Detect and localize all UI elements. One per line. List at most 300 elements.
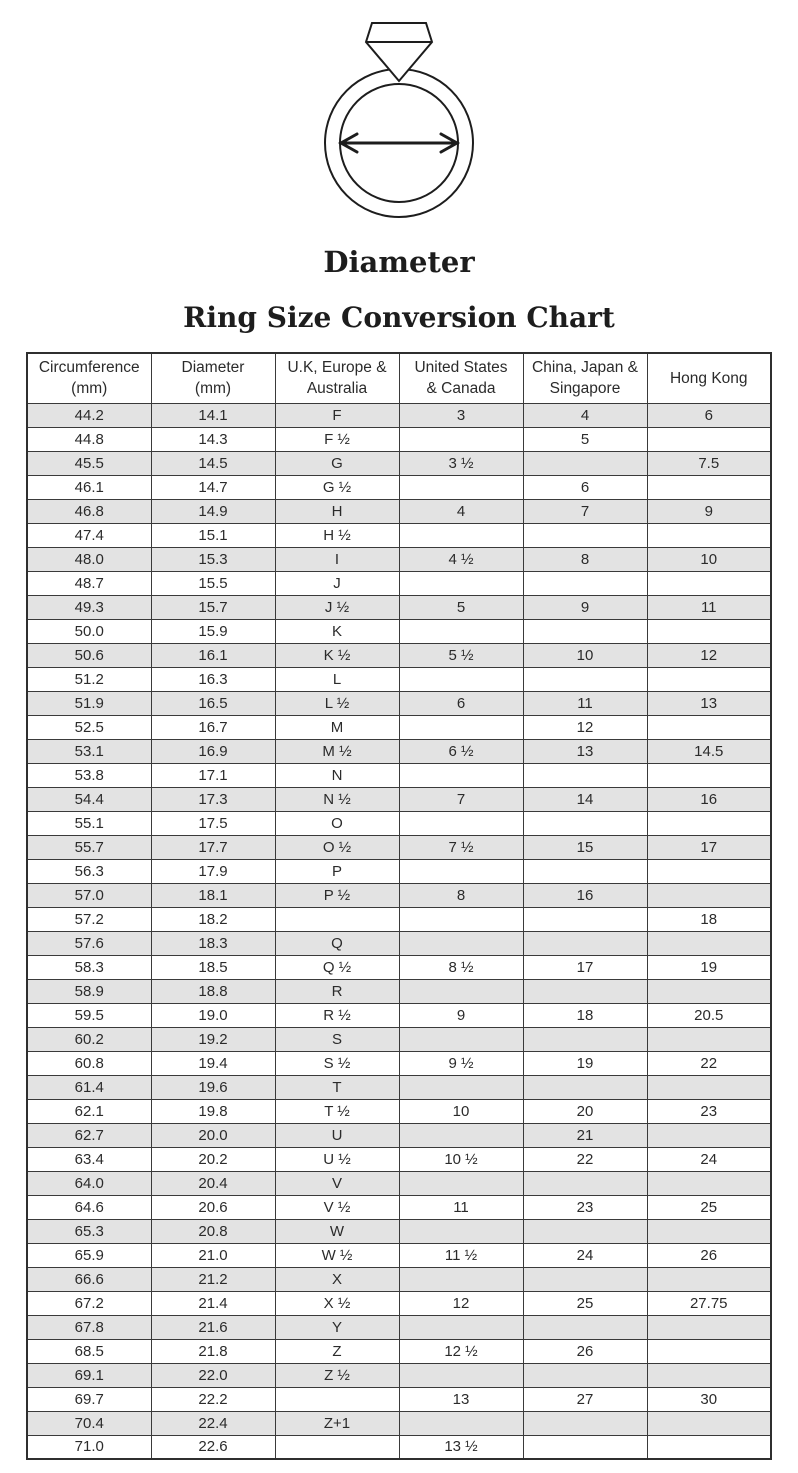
table-cell <box>647 571 771 595</box>
table-row <box>27 1387 771 1411</box>
table-row <box>27 499 771 523</box>
table-cell: 13 <box>647 691 771 715</box>
table-cell <box>275 907 399 931</box>
table-cell <box>523 1435 647 1459</box>
table-cell: J ½ <box>275 595 399 619</box>
table-row <box>27 1435 771 1459</box>
table-cell: 69.7 <box>27 1387 151 1411</box>
table-cell: R <box>275 979 399 1003</box>
table-cell: 15.9 <box>151 619 275 643</box>
table-cell: 64.0 <box>27 1171 151 1195</box>
table-cell: 51.2 <box>27 667 151 691</box>
table-row <box>27 427 771 451</box>
table-cell: 18.2 <box>151 907 275 931</box>
table-row <box>27 1315 771 1339</box>
table-cell <box>647 427 771 451</box>
table-row <box>27 1099 771 1123</box>
column-header-line2: & Canada <box>426 380 496 398</box>
table-cell: 16.1 <box>151 643 275 667</box>
table-cell: 19.8 <box>151 1099 275 1123</box>
table-row <box>27 1171 771 1195</box>
table-cell: 60.8 <box>27 1051 151 1075</box>
table-row <box>27 739 771 763</box>
table-row <box>27 547 771 571</box>
table-row <box>27 1075 771 1099</box>
table-cell <box>523 1411 647 1435</box>
table-cell: 57.0 <box>27 883 151 907</box>
table-cell: G ½ <box>275 475 399 499</box>
table-cell <box>647 1171 771 1195</box>
table-cell: O <box>275 811 399 835</box>
table-cell: 62.7 <box>27 1123 151 1147</box>
table-cell <box>647 1363 771 1387</box>
table-row <box>27 931 771 955</box>
table-cell: 11 ½ <box>399 1243 523 1267</box>
header-row <box>27 353 771 403</box>
table-cell <box>275 1387 399 1411</box>
table-cell: 12 <box>523 715 647 739</box>
table-cell: 3 <box>399 403 523 427</box>
table-cell <box>647 1267 771 1291</box>
table-cell <box>647 979 771 1003</box>
table-row <box>27 595 771 619</box>
table-cell: 71.0 <box>27 1435 151 1459</box>
table-cell: 17.3 <box>151 787 275 811</box>
table-cell: 12 <box>647 643 771 667</box>
table-cell <box>523 1315 647 1339</box>
table-cell <box>523 907 647 931</box>
table-cell: 5 ½ <box>399 643 523 667</box>
table-cell: 22.0 <box>151 1363 275 1387</box>
table-cell: 4 ½ <box>399 547 523 571</box>
table-cell: 14.5 <box>151 451 275 475</box>
column-header <box>151 353 275 403</box>
column-header <box>647 353 771 403</box>
table-cell: 10 <box>523 643 647 667</box>
table-cell: 4 <box>523 403 647 427</box>
table-cell: F <box>275 403 399 427</box>
table-row <box>27 403 771 427</box>
table-cell: 4 <box>399 499 523 523</box>
table-cell: 10 <box>399 1099 523 1123</box>
table-cell: O ½ <box>275 835 399 859</box>
ring-size-conversion-table <box>26 352 772 1460</box>
table-cell: 26 <box>523 1339 647 1363</box>
table-cell <box>647 763 771 787</box>
table-cell <box>647 475 771 499</box>
table-cell: Y <box>275 1315 399 1339</box>
table-cell: 11 <box>647 595 771 619</box>
table-cell <box>399 1219 523 1243</box>
table-cell <box>399 811 523 835</box>
table-cell: 54.4 <box>27 787 151 811</box>
table-cell <box>399 907 523 931</box>
table-cell: 20.5 <box>647 1003 771 1027</box>
table-cell: H <box>275 499 399 523</box>
table-cell: 20 <box>523 1099 647 1123</box>
table-cell: 59.5 <box>27 1003 151 1027</box>
table-cell: 18.5 <box>151 955 275 979</box>
table-row <box>27 1219 771 1243</box>
table-cell: 8 <box>399 883 523 907</box>
table-cell <box>647 715 771 739</box>
table-cell <box>523 1363 647 1387</box>
table-row <box>27 979 771 1003</box>
table-cell: 49.3 <box>27 595 151 619</box>
table-cell <box>647 1075 771 1099</box>
table-cell <box>647 1339 771 1363</box>
table-cell: 20.2 <box>151 1147 275 1171</box>
table-cell <box>399 667 523 691</box>
table-row <box>27 955 771 979</box>
table-cell: M ½ <box>275 739 399 763</box>
table-cell: 19.6 <box>151 1075 275 1099</box>
column-header <box>399 353 523 403</box>
table-cell: 55.7 <box>27 835 151 859</box>
table-cell: 57.2 <box>27 907 151 931</box>
table-cell: 21.8 <box>151 1339 275 1363</box>
table-cell: 46.1 <box>27 475 151 499</box>
table-cell <box>399 859 523 883</box>
table-row <box>27 1243 771 1267</box>
table-row <box>27 811 771 835</box>
table-cell: 14.9 <box>151 499 275 523</box>
table-row <box>27 1003 771 1027</box>
column-header-line1: Diameter <box>181 359 245 377</box>
table-row <box>27 715 771 739</box>
table-cell: 13 ½ <box>399 1435 523 1459</box>
table-cell: 15.5 <box>151 571 275 595</box>
table-cell: 27.75 <box>647 1291 771 1315</box>
table-cell: 67.2 <box>27 1291 151 1315</box>
table-cell: 7 <box>399 787 523 811</box>
table-cell: 15.1 <box>151 523 275 547</box>
table-cell <box>399 1411 523 1435</box>
table-cell: T <box>275 1075 399 1099</box>
table-cell: 16.3 <box>151 667 275 691</box>
table-cell: 18 <box>647 907 771 931</box>
table-cell: S <box>275 1027 399 1051</box>
table-cell: 57.6 <box>27 931 151 955</box>
table-row <box>27 475 771 499</box>
table-cell: 14.3 <box>151 427 275 451</box>
table-cell <box>647 523 771 547</box>
table-cell: G <box>275 451 399 475</box>
table-cell: 3 ½ <box>399 451 523 475</box>
table-row <box>27 523 771 547</box>
table-cell <box>647 883 771 907</box>
table-cell: 7 ½ <box>399 835 523 859</box>
table-cell: 64.6 <box>27 1195 151 1219</box>
table-cell: 53.1 <box>27 739 151 763</box>
table-cell: 11 <box>399 1195 523 1219</box>
table-row <box>27 1291 771 1315</box>
table-row <box>27 1267 771 1291</box>
column-header <box>275 353 399 403</box>
table-cell <box>399 931 523 955</box>
table-cell: 67.8 <box>27 1315 151 1339</box>
table-cell: 25 <box>523 1291 647 1315</box>
column-header <box>27 353 151 403</box>
diameter-heading: Diameter <box>323 245 475 279</box>
table-cell: 15 <box>523 835 647 859</box>
table-cell: 13 <box>523 739 647 763</box>
table-cell: 18.8 <box>151 979 275 1003</box>
table-cell: 10 <box>647 547 771 571</box>
table-row <box>27 643 771 667</box>
table-cell: V <box>275 1171 399 1195</box>
table-row <box>27 1195 771 1219</box>
table-cell: 26 <box>647 1243 771 1267</box>
table-cell <box>399 1363 523 1387</box>
column-header-line2: Singapore <box>549 380 621 398</box>
table-cell: 45.5 <box>27 451 151 475</box>
table-cell <box>399 475 523 499</box>
table-cell: 18.3 <box>151 931 275 955</box>
column-header-line1: Circumference <box>38 359 140 377</box>
table-cell: 56.3 <box>27 859 151 883</box>
table-cell: 24 <box>523 1243 647 1267</box>
table-cell: 7.5 <box>647 451 771 475</box>
table-cell <box>523 1219 647 1243</box>
table-cell: 66.6 <box>27 1267 151 1291</box>
table-cell: 20.0 <box>151 1123 275 1147</box>
column-header-line1: Hong Kong <box>669 369 748 387</box>
table-cell: I <box>275 547 399 571</box>
table-cell: 55.1 <box>27 811 151 835</box>
table-cell <box>647 667 771 691</box>
table-cell: N <box>275 763 399 787</box>
table-cell: 44.2 <box>27 403 151 427</box>
table-row <box>27 1051 771 1075</box>
table-cell <box>523 763 647 787</box>
table-cell: 17 <box>523 955 647 979</box>
table-cell: 23 <box>523 1195 647 1219</box>
table-cell <box>399 763 523 787</box>
table-cell: Q <box>275 931 399 955</box>
table-cell: 23 <box>647 1099 771 1123</box>
table-cell: 19.4 <box>151 1051 275 1075</box>
table-cell: Q ½ <box>275 955 399 979</box>
table-cell: T ½ <box>275 1099 399 1123</box>
table-cell: 27 <box>523 1387 647 1411</box>
table-cell: Z+1 <box>275 1411 399 1435</box>
table-row <box>27 619 771 643</box>
table-cell <box>399 1171 523 1195</box>
table-cell: 15.3 <box>151 547 275 571</box>
table-cell <box>399 1075 523 1099</box>
table-cell: H ½ <box>275 523 399 547</box>
table-row <box>27 1363 771 1387</box>
table-cell <box>399 619 523 643</box>
table-cell <box>399 715 523 739</box>
table-cell <box>399 1267 523 1291</box>
table-cell <box>647 1027 771 1051</box>
table-cell <box>523 859 647 883</box>
table-cell <box>399 571 523 595</box>
table-cell: U <box>275 1123 399 1147</box>
table-body <box>27 403 771 1459</box>
table-row <box>27 787 771 811</box>
table-cell: 50.0 <box>27 619 151 643</box>
table-cell <box>399 1315 523 1339</box>
table-cell: 9 <box>647 499 771 523</box>
table-cell: 16.9 <box>151 739 275 763</box>
table-cell: 24 <box>647 1147 771 1171</box>
table-cell <box>647 859 771 883</box>
table-cell: 58.3 <box>27 955 151 979</box>
ring-diameter-figure <box>0 0 798 225</box>
table-cell: 22.2 <box>151 1387 275 1411</box>
table-cell: 20.6 <box>151 1195 275 1219</box>
table-row <box>27 1339 771 1363</box>
table-cell: L <box>275 667 399 691</box>
table-cell <box>523 523 647 547</box>
table-cell: 61.4 <box>27 1075 151 1099</box>
table-cell <box>523 931 647 955</box>
column-header-line2: (mm) <box>194 380 232 398</box>
table-cell: 21.0 <box>151 1243 275 1267</box>
table-cell: Z <box>275 1339 399 1363</box>
table-cell: 8 <box>523 547 647 571</box>
table-cell: 5 <box>523 427 647 451</box>
table-cell <box>523 667 647 691</box>
column-header-line2: Australia <box>306 380 368 398</box>
table-cell: L ½ <box>275 691 399 715</box>
table-cell: 51.9 <box>27 691 151 715</box>
table-cell: 20.8 <box>151 1219 275 1243</box>
table-row <box>27 835 771 859</box>
table-cell: 17.9 <box>151 859 275 883</box>
table-cell: 46.8 <box>27 499 151 523</box>
column-header-line1: United States <box>414 359 508 377</box>
table-cell: 17 <box>647 835 771 859</box>
table-cell: 6 ½ <box>399 739 523 763</box>
table-cell: 11 <box>523 691 647 715</box>
table-cell: W ½ <box>275 1243 399 1267</box>
table-header <box>27 353 771 403</box>
table-cell: 22 <box>523 1147 647 1171</box>
table-cell: 6 <box>647 403 771 427</box>
table-cell: 6 <box>399 691 523 715</box>
table-cell: 70.4 <box>27 1411 151 1435</box>
table-cell: 16 <box>523 883 647 907</box>
table-row <box>27 763 771 787</box>
table-cell <box>647 1435 771 1459</box>
table-cell: 63.4 <box>27 1147 151 1171</box>
table-row <box>27 691 771 715</box>
table-cell <box>647 811 771 835</box>
table-cell <box>647 1219 771 1243</box>
table-cell: 17.5 <box>151 811 275 835</box>
table-row <box>27 859 771 883</box>
table-cell <box>523 979 647 1003</box>
table-cell <box>647 931 771 955</box>
table-cell: 30 <box>647 1387 771 1411</box>
table-cell: 5 <box>399 595 523 619</box>
table-cell: 15.7 <box>151 595 275 619</box>
table-cell: 53.8 <box>27 763 151 787</box>
table-cell: 10 ½ <box>399 1147 523 1171</box>
table-cell: 52.5 <box>27 715 151 739</box>
table-cell: 25 <box>647 1195 771 1219</box>
table-cell: 48.0 <box>27 547 151 571</box>
table-cell: 14 <box>523 787 647 811</box>
table-cell: 17.1 <box>151 763 275 787</box>
table-cell: 20.4 <box>151 1171 275 1195</box>
column-header-line1: U.K, Europe & <box>287 359 387 377</box>
table-cell: F ½ <box>275 427 399 451</box>
table-cell: 13 <box>399 1387 523 1411</box>
table-cell: X <box>275 1267 399 1291</box>
table-cell: 14.1 <box>151 403 275 427</box>
table-cell: 12 <box>399 1291 523 1315</box>
table-cell: 16 <box>647 787 771 811</box>
table-cell: 22.6 <box>151 1435 275 1459</box>
table-cell: U ½ <box>275 1147 399 1171</box>
table-cell: S ½ <box>275 1051 399 1075</box>
column-header <box>523 353 647 403</box>
table-cell: J <box>275 571 399 595</box>
table-cell <box>647 1315 771 1339</box>
table-cell: 60.2 <box>27 1027 151 1051</box>
table-cell <box>523 811 647 835</box>
ring-diameter-icon <box>311 13 487 225</box>
table-row <box>27 1123 771 1147</box>
table-cell: 16.7 <box>151 715 275 739</box>
table-cell <box>523 451 647 475</box>
table-cell: 22.4 <box>151 1411 275 1435</box>
table-cell: 19 <box>647 955 771 979</box>
table-cell: K ½ <box>275 643 399 667</box>
table-cell <box>399 523 523 547</box>
table-cell: Z ½ <box>275 1363 399 1387</box>
table-cell <box>399 1123 523 1147</box>
table-cell: 19.0 <box>151 1003 275 1027</box>
table-cell: 47.4 <box>27 523 151 547</box>
table-cell: 14.5 <box>647 739 771 763</box>
table-cell: 18 <box>523 1003 647 1027</box>
chart-title: Ring Size Conversion Chart <box>183 301 615 334</box>
table-cell: X ½ <box>275 1291 399 1315</box>
table-cell <box>523 1075 647 1099</box>
table-cell <box>523 571 647 595</box>
table-cell <box>523 1027 647 1051</box>
table-cell: 16.5 <box>151 691 275 715</box>
column-header-line1: China, Japan & <box>532 359 638 377</box>
table-cell: R ½ <box>275 1003 399 1027</box>
table-cell: 6 <box>523 475 647 499</box>
table-cell: 68.5 <box>27 1339 151 1363</box>
table-cell: M <box>275 715 399 739</box>
table-cell: 44.8 <box>27 427 151 451</box>
table-cell: 9 <box>523 595 647 619</box>
table-cell: 50.6 <box>27 643 151 667</box>
table-row <box>27 451 771 475</box>
table-cell: K <box>275 619 399 643</box>
table-cell: 48.7 <box>27 571 151 595</box>
table-cell <box>523 619 647 643</box>
table-cell <box>399 1027 523 1051</box>
table-cell: P <box>275 859 399 883</box>
table-cell <box>523 1267 647 1291</box>
table-cell: 62.1 <box>27 1099 151 1123</box>
table-cell <box>647 1411 771 1435</box>
table-row <box>27 1027 771 1051</box>
table-row <box>27 883 771 907</box>
table-cell <box>399 427 523 451</box>
table-cell: P ½ <box>275 883 399 907</box>
